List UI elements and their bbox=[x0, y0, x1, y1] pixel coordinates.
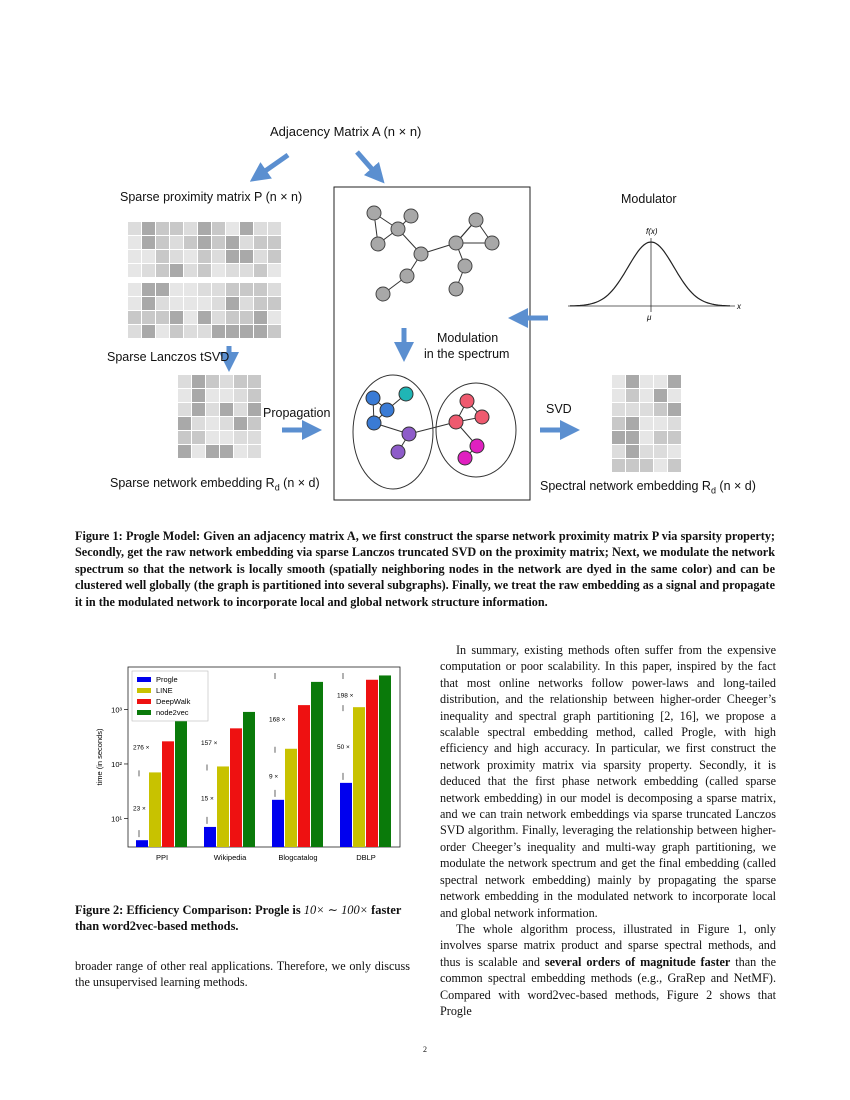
matrix-cell bbox=[156, 250, 169, 263]
matrix-cell bbox=[248, 431, 261, 444]
matrix-cell bbox=[192, 375, 205, 388]
center-box bbox=[334, 187, 530, 500]
matrix-cell bbox=[198, 222, 211, 235]
matrix-cell bbox=[626, 403, 639, 416]
matrix-cell bbox=[668, 459, 681, 472]
matrix-cell bbox=[212, 250, 225, 263]
matrix-cell bbox=[212, 297, 225, 310]
matrix-cell bbox=[268, 283, 281, 296]
legend-label: node2vec bbox=[156, 708, 189, 717]
matrix-cell bbox=[226, 264, 239, 277]
matrix-cell bbox=[668, 375, 681, 388]
matrix-cell bbox=[254, 236, 267, 249]
ytick-label: 10¹ bbox=[111, 814, 122, 824]
legend-swatch bbox=[137, 710, 151, 715]
label-modulator: Modulator bbox=[621, 192, 677, 206]
matrix-cell bbox=[254, 250, 267, 263]
matrix-cell bbox=[178, 375, 191, 388]
matrix-cell bbox=[206, 417, 219, 430]
matrix-cell bbox=[654, 445, 667, 458]
matrix-cell bbox=[226, 311, 239, 324]
matrix-cell bbox=[612, 375, 625, 388]
matrix-cell bbox=[626, 389, 639, 402]
speedup-label: 276 × bbox=[133, 744, 150, 752]
matrix-cell bbox=[184, 222, 197, 235]
matrix-cell bbox=[198, 325, 211, 338]
proximity-matrix-bottom bbox=[128, 283, 281, 338]
matrix-cell bbox=[640, 445, 653, 458]
matrix-cell bbox=[268, 311, 281, 324]
matrix-cell bbox=[268, 222, 281, 235]
efficiency-chart bbox=[88, 663, 410, 873]
matrix-cell bbox=[626, 417, 639, 430]
sparse-embedding-matrix bbox=[178, 375, 261, 458]
matrix-cell bbox=[184, 297, 197, 310]
matrix-cell bbox=[156, 236, 169, 249]
matrix-cell bbox=[240, 222, 253, 235]
matrix-cell bbox=[268, 236, 281, 249]
bar-deepwalk-dblp bbox=[366, 680, 378, 847]
matrix-cell bbox=[668, 403, 681, 416]
matrix-cell bbox=[234, 445, 247, 458]
matrix-cell bbox=[128, 222, 141, 235]
matrix-cell bbox=[170, 222, 183, 235]
ytick-label: 10² bbox=[111, 759, 122, 769]
matrix-cell bbox=[128, 250, 141, 263]
ylabel: time (in seconds) bbox=[95, 728, 104, 786]
matrix-cell bbox=[226, 325, 239, 338]
matrix-cell bbox=[234, 431, 247, 444]
cluster-left bbox=[353, 375, 433, 489]
bar-node2vec-wikipedia bbox=[243, 712, 255, 847]
legend-swatch bbox=[137, 699, 151, 704]
matrix-cell bbox=[128, 236, 141, 249]
modulator-plot bbox=[568, 227, 742, 322]
matrix-cell bbox=[640, 389, 653, 402]
bar-progle-dblp bbox=[340, 783, 352, 847]
matrix-cell bbox=[254, 311, 267, 324]
bar-line-blogcatalog bbox=[285, 749, 297, 847]
matrix-cell bbox=[178, 445, 191, 458]
matrix-cell bbox=[128, 325, 141, 338]
matrix-cell bbox=[254, 297, 267, 310]
figure-2 bbox=[88, 663, 410, 873]
matrix-cell bbox=[640, 431, 653, 444]
bar-deepwalk-ppi bbox=[162, 741, 174, 847]
matrix-cell bbox=[178, 431, 191, 444]
matrix-cell bbox=[640, 417, 653, 430]
matrix-cell bbox=[640, 459, 653, 472]
matrix-cell bbox=[142, 236, 155, 249]
legend-swatch bbox=[137, 688, 151, 693]
matrix-cell bbox=[170, 283, 183, 296]
speedup-label: 9 × bbox=[269, 773, 279, 781]
matrix-cell bbox=[156, 222, 169, 235]
proximity-matrix-top bbox=[128, 222, 281, 277]
matrix-cell bbox=[184, 325, 197, 338]
matrix-cell bbox=[654, 417, 667, 430]
bar-node2vec-blogcatalog bbox=[311, 682, 323, 847]
matrix-cell bbox=[184, 250, 197, 263]
figure-2-caption: Figure 2: Efficiency Comparison: Progle is 10× ∼ 100× faster than word2vec-based methods. bbox=[75, 903, 402, 933]
matrix-cell bbox=[248, 445, 261, 458]
bar-node2vec-ppi bbox=[175, 715, 187, 847]
matrix-cell bbox=[268, 297, 281, 310]
arrow-to-network bbox=[357, 152, 378, 176]
matrix-cell bbox=[234, 389, 247, 402]
matrix-cell bbox=[212, 222, 225, 235]
matrix-cell bbox=[654, 375, 667, 388]
figure-1-caption: Figure 1: Progle Model: Given an adjacency matrix A, we first construct the sparse network proximity matrix P via sparsity property; Secondly, get the raw network embedding via sparse Lanczos truncated SVD on the proximity matrix; Next, we modulate the network spectrum so that the network is locally smooth (spatially neighboring nodes in the network are dyed in the same color) and can be clustered well globally (the graph is partitioned into several subgraphs). Finally, we treat the raw embedding as a signal and propagate it in the modulated network to incorporate local and global network structure information. bbox=[75, 529, 775, 609]
matrix-cell bbox=[178, 389, 191, 402]
matrix-cell bbox=[240, 325, 253, 338]
matrix-cell bbox=[212, 264, 225, 277]
matrix-cell bbox=[654, 459, 667, 472]
arrow-to-proximity bbox=[258, 155, 288, 176]
bar-line-dblp bbox=[353, 707, 365, 847]
matrix-cell bbox=[240, 236, 253, 249]
matrix-cell bbox=[240, 250, 253, 263]
matrix-cell bbox=[220, 389, 233, 402]
matrix-cell bbox=[612, 389, 625, 402]
matrix-cell bbox=[128, 283, 141, 296]
bar-progle-ppi bbox=[136, 840, 148, 847]
matrix-cell bbox=[156, 264, 169, 277]
matrix-cell bbox=[170, 250, 183, 263]
matrix-cell bbox=[220, 431, 233, 444]
matrix-cell bbox=[128, 264, 141, 277]
matrix-cell bbox=[234, 417, 247, 430]
matrix-cell bbox=[220, 417, 233, 430]
matrix-cell bbox=[220, 445, 233, 458]
page-number: 2 bbox=[423, 1045, 427, 1054]
matrix-cell bbox=[240, 264, 253, 277]
matrix-cell bbox=[184, 283, 197, 296]
matrix-cell bbox=[184, 311, 197, 324]
matrix-cell bbox=[192, 403, 205, 416]
bar-line-wikipedia bbox=[217, 766, 229, 847]
xtick-label: PPI bbox=[155, 853, 169, 862]
matrix-cell bbox=[128, 311, 141, 324]
matrix-cell bbox=[170, 311, 183, 324]
matrix-cell bbox=[206, 403, 219, 416]
matrix-cell bbox=[254, 283, 267, 296]
matrix-cell bbox=[626, 375, 639, 388]
matrix-cell bbox=[206, 375, 219, 388]
matrix-cell bbox=[212, 311, 225, 324]
matrix-cell bbox=[226, 236, 239, 249]
speedup-label: 15 × bbox=[201, 795, 214, 803]
matrix-cell bbox=[192, 417, 205, 430]
matrix-cell bbox=[220, 403, 233, 416]
bar-deepwalk-wikipedia bbox=[230, 728, 242, 847]
label-sparse-proximity: Sparse proximity matrix P (n × n) bbox=[120, 190, 303, 204]
matrix-cell bbox=[240, 297, 253, 310]
matrix-cell bbox=[142, 222, 155, 235]
matrix-cell bbox=[198, 311, 211, 324]
matrix-cell bbox=[612, 403, 625, 416]
matrix-cell bbox=[240, 311, 253, 324]
network-graph-nodes bbox=[367, 206, 499, 301]
figure-1 bbox=[0, 0, 850, 510]
matrix-cell bbox=[234, 375, 247, 388]
legend-label: DeepWalk bbox=[156, 697, 191, 706]
matrix-cell bbox=[668, 389, 681, 402]
bar-line-ppi bbox=[149, 772, 161, 847]
legend bbox=[132, 671, 208, 721]
matrix-cell bbox=[248, 389, 261, 402]
matrix-cell bbox=[192, 389, 205, 402]
matrix-cell bbox=[248, 417, 261, 430]
right-column-text bbox=[440, 642, 776, 1019]
bar-progle-wikipedia bbox=[204, 827, 216, 847]
figure-1-diagram bbox=[0, 0, 850, 510]
ytick-label: 10³ bbox=[111, 705, 122, 715]
matrix-cell bbox=[268, 250, 281, 263]
matrix-cell bbox=[184, 264, 197, 277]
left-column-text: broader range of other real applications. Therefore, we only discuss the unsupervised learning methods. bbox=[75, 959, 410, 990]
matrix-cell bbox=[268, 264, 281, 277]
matrix-cell bbox=[668, 431, 681, 444]
matrix-cell bbox=[248, 403, 261, 416]
spectral-embedding-matrix bbox=[612, 375, 681, 472]
matrix-cell bbox=[198, 250, 211, 263]
matrix-cell bbox=[142, 297, 155, 310]
speedup-label: 50 × bbox=[337, 744, 350, 752]
matrix-cell bbox=[654, 403, 667, 416]
matrix-cell bbox=[192, 431, 205, 444]
matrix-cell bbox=[612, 445, 625, 458]
xtick-label: DBLP bbox=[356, 853, 376, 862]
label-spectral-embedding: Spectral network embedding $R_d$ (n × d) bbox=[540, 479, 756, 496]
matrix-cell bbox=[198, 283, 211, 296]
matrix-cell bbox=[142, 250, 155, 263]
matrix-cell bbox=[626, 431, 639, 444]
legend-swatch bbox=[137, 677, 151, 682]
matrix-cell bbox=[212, 283, 225, 296]
matrix-cell bbox=[220, 375, 233, 388]
paragraph-algorithm: The whole algorithm process, illustrated in Figure 1, only involves sparse matrix product and sparse spectral methods, and thus is scalable and several orders of magnitude faster than the common spectral embedding methods (e.g., GraRep and NetMF). Compared with word2vec-based methods, Figure 2 shows that Progle bbox=[440, 921, 776, 1018]
label-modulation-2: in the spectrum bbox=[424, 347, 510, 361]
speedup-label: 168 × bbox=[269, 716, 286, 724]
matrix-cell bbox=[142, 311, 155, 324]
bar-deepwalk-blogcatalog bbox=[298, 705, 310, 847]
speedup-label: 198 × bbox=[337, 692, 354, 700]
label-sparse-embedding: Sparse network embedding $R_d$ (n × d) bbox=[110, 476, 320, 493]
matrix-cell bbox=[234, 403, 247, 416]
matrix-cell bbox=[178, 403, 191, 416]
matrix-cell bbox=[142, 283, 155, 296]
label-modulation-1: Modulation bbox=[437, 331, 499, 345]
speedup-label: 157 × bbox=[201, 740, 218, 748]
matrix-cell bbox=[654, 389, 667, 402]
mu-label: μ bbox=[647, 313, 652, 322]
matrix-cell bbox=[254, 264, 267, 277]
matrix-cell bbox=[170, 236, 183, 249]
legend-label: LINE bbox=[156, 686, 173, 695]
matrix-cell bbox=[668, 417, 681, 430]
label-adjacency: Adjacency Matrix A (n × n) bbox=[270, 124, 422, 139]
bar-progle-blogcatalog bbox=[272, 800, 284, 847]
matrix-cell bbox=[206, 445, 219, 458]
matrix-cell bbox=[226, 222, 239, 235]
matrix-cell bbox=[612, 459, 625, 472]
matrix-cell bbox=[254, 222, 267, 235]
matrix-cell bbox=[142, 325, 155, 338]
fx-label: f(x) bbox=[646, 227, 658, 236]
x-label: x bbox=[737, 302, 741, 311]
matrix-cell bbox=[612, 431, 625, 444]
matrix-cell bbox=[170, 297, 183, 310]
matrix-cell bbox=[170, 325, 183, 338]
xtick-label: Blogcatalog bbox=[278, 853, 318, 862]
matrix-cell bbox=[206, 389, 219, 402]
matrix-cell bbox=[226, 297, 239, 310]
matrix-cell bbox=[640, 375, 653, 388]
cluster-right bbox=[436, 383, 516, 477]
matrix-cell bbox=[654, 431, 667, 444]
matrix-cell bbox=[198, 297, 211, 310]
matrix-cell bbox=[212, 325, 225, 338]
matrix-cell bbox=[128, 297, 141, 310]
speedup-label: 23 × bbox=[133, 805, 146, 813]
matrix-cell bbox=[248, 375, 261, 388]
matrix-cell bbox=[170, 264, 183, 277]
matrix-cell bbox=[226, 250, 239, 263]
matrix-cell bbox=[198, 236, 211, 249]
matrix-cell bbox=[178, 417, 191, 430]
matrix-cell bbox=[668, 445, 681, 458]
matrix-cell bbox=[254, 325, 267, 338]
matrix-cell bbox=[156, 325, 169, 338]
matrix-cell bbox=[226, 283, 239, 296]
matrix-cell bbox=[640, 403, 653, 416]
xtick-label: Wikipedia bbox=[213, 853, 247, 862]
matrix-cell bbox=[156, 311, 169, 324]
matrix-cell bbox=[184, 236, 197, 249]
matrix-cell bbox=[156, 283, 169, 296]
legend-label: Progle bbox=[156, 675, 178, 684]
label-svd: SVD bbox=[546, 402, 572, 416]
matrix-cell bbox=[626, 445, 639, 458]
matrix-cell bbox=[212, 236, 225, 249]
label-propagation: Propagation bbox=[263, 406, 331, 420]
bar-node2vec-dblp bbox=[379, 675, 391, 847]
paragraph-summary: In summary, existing methods often suffer from the expensive computation or poor scalability. In this paper, inspired by the fact that most online networks follow power-laws and long-tailed distribution, and the relationship between higher-order Cheeger’s inequality and spectral graph partitioning [2, 16], we propose a scalable spectral embedding method, called Progle, with high efficiency and high accuracy. In particular, we first construct the network proximity matrix via sparsity property. Secondly, it is deduced that the first phase network embedding (called sparse network embedding) in our model is decomposing a sparse matrix, and we can train network embeddings via sparse truncated Lanczos SVD algorithm. Finally, leveraging the relationship between higher-order Cheeger’s inequality and multi-way graph partitioning, we modulate the network spectrum and get the final embedding (called spectral network embedding) mainly by propagating the sparse network embedding in the modulated network to incorporate local and global network information. bbox=[440, 643, 776, 920]
matrix-cell bbox=[612, 417, 625, 430]
matrix-cell bbox=[142, 264, 155, 277]
matrix-cell bbox=[192, 445, 205, 458]
label-lanczos: Sparse Lanczos tSVD bbox=[107, 350, 230, 364]
matrix-cell bbox=[198, 264, 211, 277]
matrix-cell bbox=[206, 431, 219, 444]
matrix-cell bbox=[240, 283, 253, 296]
matrix-cell bbox=[626, 459, 639, 472]
matrix-cell bbox=[268, 325, 281, 338]
matrix-cell bbox=[156, 297, 169, 310]
